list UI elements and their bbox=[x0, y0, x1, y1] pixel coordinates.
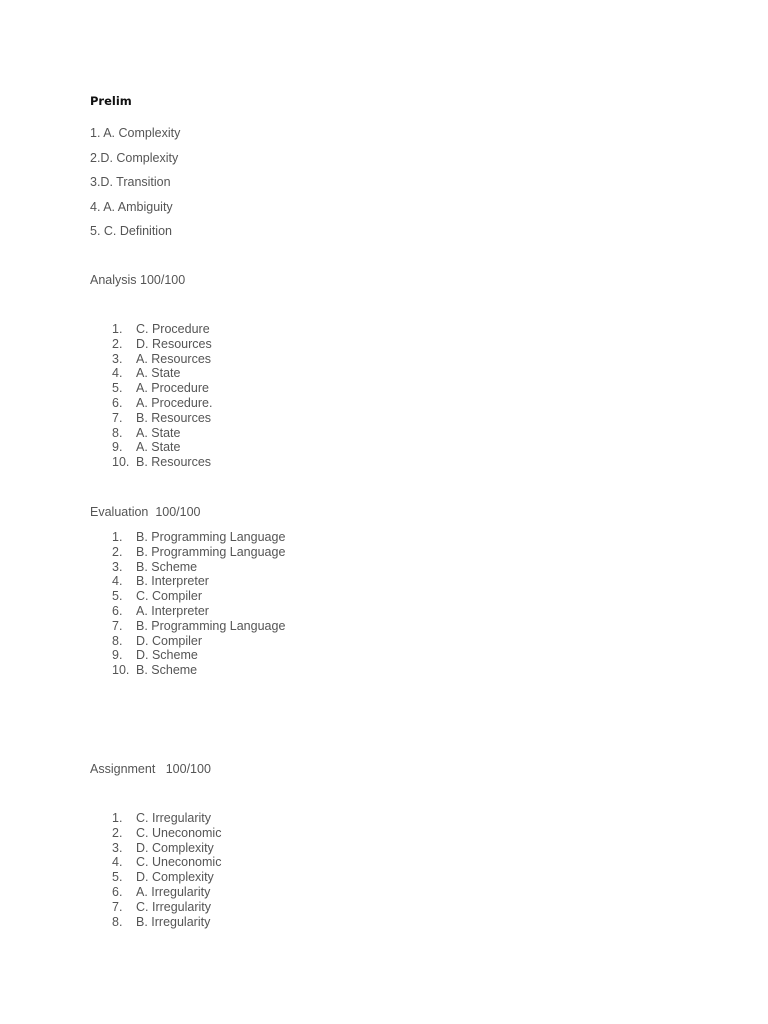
item-text: A. Resources bbox=[136, 351, 212, 366]
item-number: 7. bbox=[112, 618, 123, 633]
list-item bbox=[112, 559, 198, 575]
item-number: 6. bbox=[112, 395, 123, 410]
item-number: 3. bbox=[112, 351, 123, 366]
list-item bbox=[112, 648, 198, 663]
evaluation-answer-list bbox=[112, 530, 286, 678]
item-number: 3. bbox=[112, 840, 123, 855]
item-text: C. Uneconomic bbox=[136, 825, 222, 840]
list-item bbox=[112, 603, 209, 619]
item-text: D. Complexity bbox=[136, 870, 214, 885]
list-item bbox=[112, 351, 212, 367]
list-item bbox=[112, 589, 202, 604]
item-text: A. Procedure bbox=[136, 381, 209, 396]
list-item: 1. A. Complexity bbox=[90, 126, 181, 140]
list-item bbox=[112, 633, 202, 649]
item-number: 5. bbox=[112, 870, 123, 885]
item-number: 6. bbox=[112, 603, 123, 618]
list-item: 5. C. Definition bbox=[90, 224, 172, 239]
item-text: B. Programming Language bbox=[136, 618, 286, 633]
item-number: 2. bbox=[112, 825, 123, 840]
item-number: 5. bbox=[112, 381, 123, 396]
item-text: B. Resources bbox=[136, 455, 212, 470]
item-text: B. Irregularity bbox=[136, 914, 211, 929]
item-number: 8. bbox=[112, 425, 123, 440]
item-number: 4. bbox=[112, 855, 123, 870]
item-number: 9. bbox=[112, 648, 123, 663]
item-text: B. Programming Language bbox=[136, 530, 286, 544]
list-item bbox=[112, 618, 286, 634]
item-number: 4. bbox=[112, 366, 123, 381]
list-item bbox=[112, 336, 212, 352]
item-number: 10. bbox=[112, 663, 130, 678]
analysis-title: Analysis 100/100 bbox=[90, 273, 186, 287]
prelim-answer-list bbox=[90, 125, 180, 248]
item-text: A. Procedure. bbox=[136, 395, 213, 410]
list-item: 3.D. Transition bbox=[90, 175, 171, 190]
list-item bbox=[112, 530, 286, 545]
list-item bbox=[112, 440, 181, 455]
item-text: C. Irregularity bbox=[136, 811, 212, 825]
list-item bbox=[112, 410, 212, 426]
item-number: 5. bbox=[112, 589, 123, 604]
item-text: C. Irregularity bbox=[136, 899, 212, 914]
list-item: 4. A. Ambiguity bbox=[90, 199, 173, 214]
list-item bbox=[112, 322, 210, 337]
item-text: B. Resources bbox=[136, 410, 212, 425]
evaluation-title: Evaluation 100/100 bbox=[90, 505, 201, 519]
list-item bbox=[112, 425, 181, 441]
item-number: 1. bbox=[112, 811, 123, 825]
list-item bbox=[112, 914, 211, 930]
list-item bbox=[112, 395, 213, 411]
item-text: C. Compiler bbox=[136, 589, 202, 604]
item-text: A. State bbox=[136, 440, 181, 455]
item-text: B. Scheme bbox=[136, 663, 198, 678]
list-item: 2.D. Complexity bbox=[90, 150, 179, 165]
item-number: 1. bbox=[112, 322, 123, 336]
prelim-heading: Prelim bbox=[90, 94, 132, 108]
item-number: 7. bbox=[112, 410, 123, 425]
list-item bbox=[112, 574, 209, 589]
item-text: D. Scheme bbox=[136, 648, 198, 663]
item-text: A. Interpreter bbox=[136, 603, 209, 618]
item-number: 6. bbox=[112, 884, 123, 899]
item-number: 3. bbox=[112, 559, 123, 574]
list-item bbox=[112, 811, 212, 826]
item-number: 2. bbox=[112, 336, 123, 351]
item-number: 1. bbox=[112, 530, 123, 544]
item-number: 7. bbox=[112, 899, 123, 914]
list-item bbox=[112, 663, 198, 678]
item-number: 10. bbox=[112, 455, 130, 470]
item-text: D. Resources bbox=[136, 336, 212, 351]
item-number: 2. bbox=[112, 544, 123, 559]
item-text: B. Programming Language bbox=[136, 544, 286, 559]
list-item bbox=[112, 455, 212, 470]
item-text: D. Complexity bbox=[136, 840, 214, 855]
list-item bbox=[112, 855, 222, 870]
list-item bbox=[112, 840, 214, 856]
list-item bbox=[112, 899, 212, 915]
assignment-answer-list bbox=[112, 811, 222, 929]
item-number: 9. bbox=[112, 440, 123, 455]
item-text: A. Irregularity bbox=[136, 884, 211, 899]
item-text: B. Interpreter bbox=[136, 574, 209, 589]
item-number: 8. bbox=[112, 914, 123, 929]
item-text: C. Procedure bbox=[136, 322, 210, 336]
item-text: A. State bbox=[136, 366, 181, 381]
assignment-title: Assignment 100/100 bbox=[90, 762, 211, 776]
item-text: B. Scheme bbox=[136, 559, 198, 574]
list-item bbox=[112, 381, 209, 396]
list-item bbox=[112, 884, 211, 900]
list-item bbox=[112, 366, 181, 381]
list-item bbox=[112, 825, 222, 841]
list-item bbox=[112, 544, 286, 560]
item-text: A. State bbox=[136, 425, 181, 440]
analysis-answer-list bbox=[112, 322, 213, 470]
item-text: D. Compiler bbox=[136, 633, 202, 648]
item-text: C. Uneconomic bbox=[136, 855, 222, 870]
item-number: 4. bbox=[112, 574, 123, 589]
list-item bbox=[112, 870, 214, 885]
item-number: 8. bbox=[112, 633, 123, 648]
